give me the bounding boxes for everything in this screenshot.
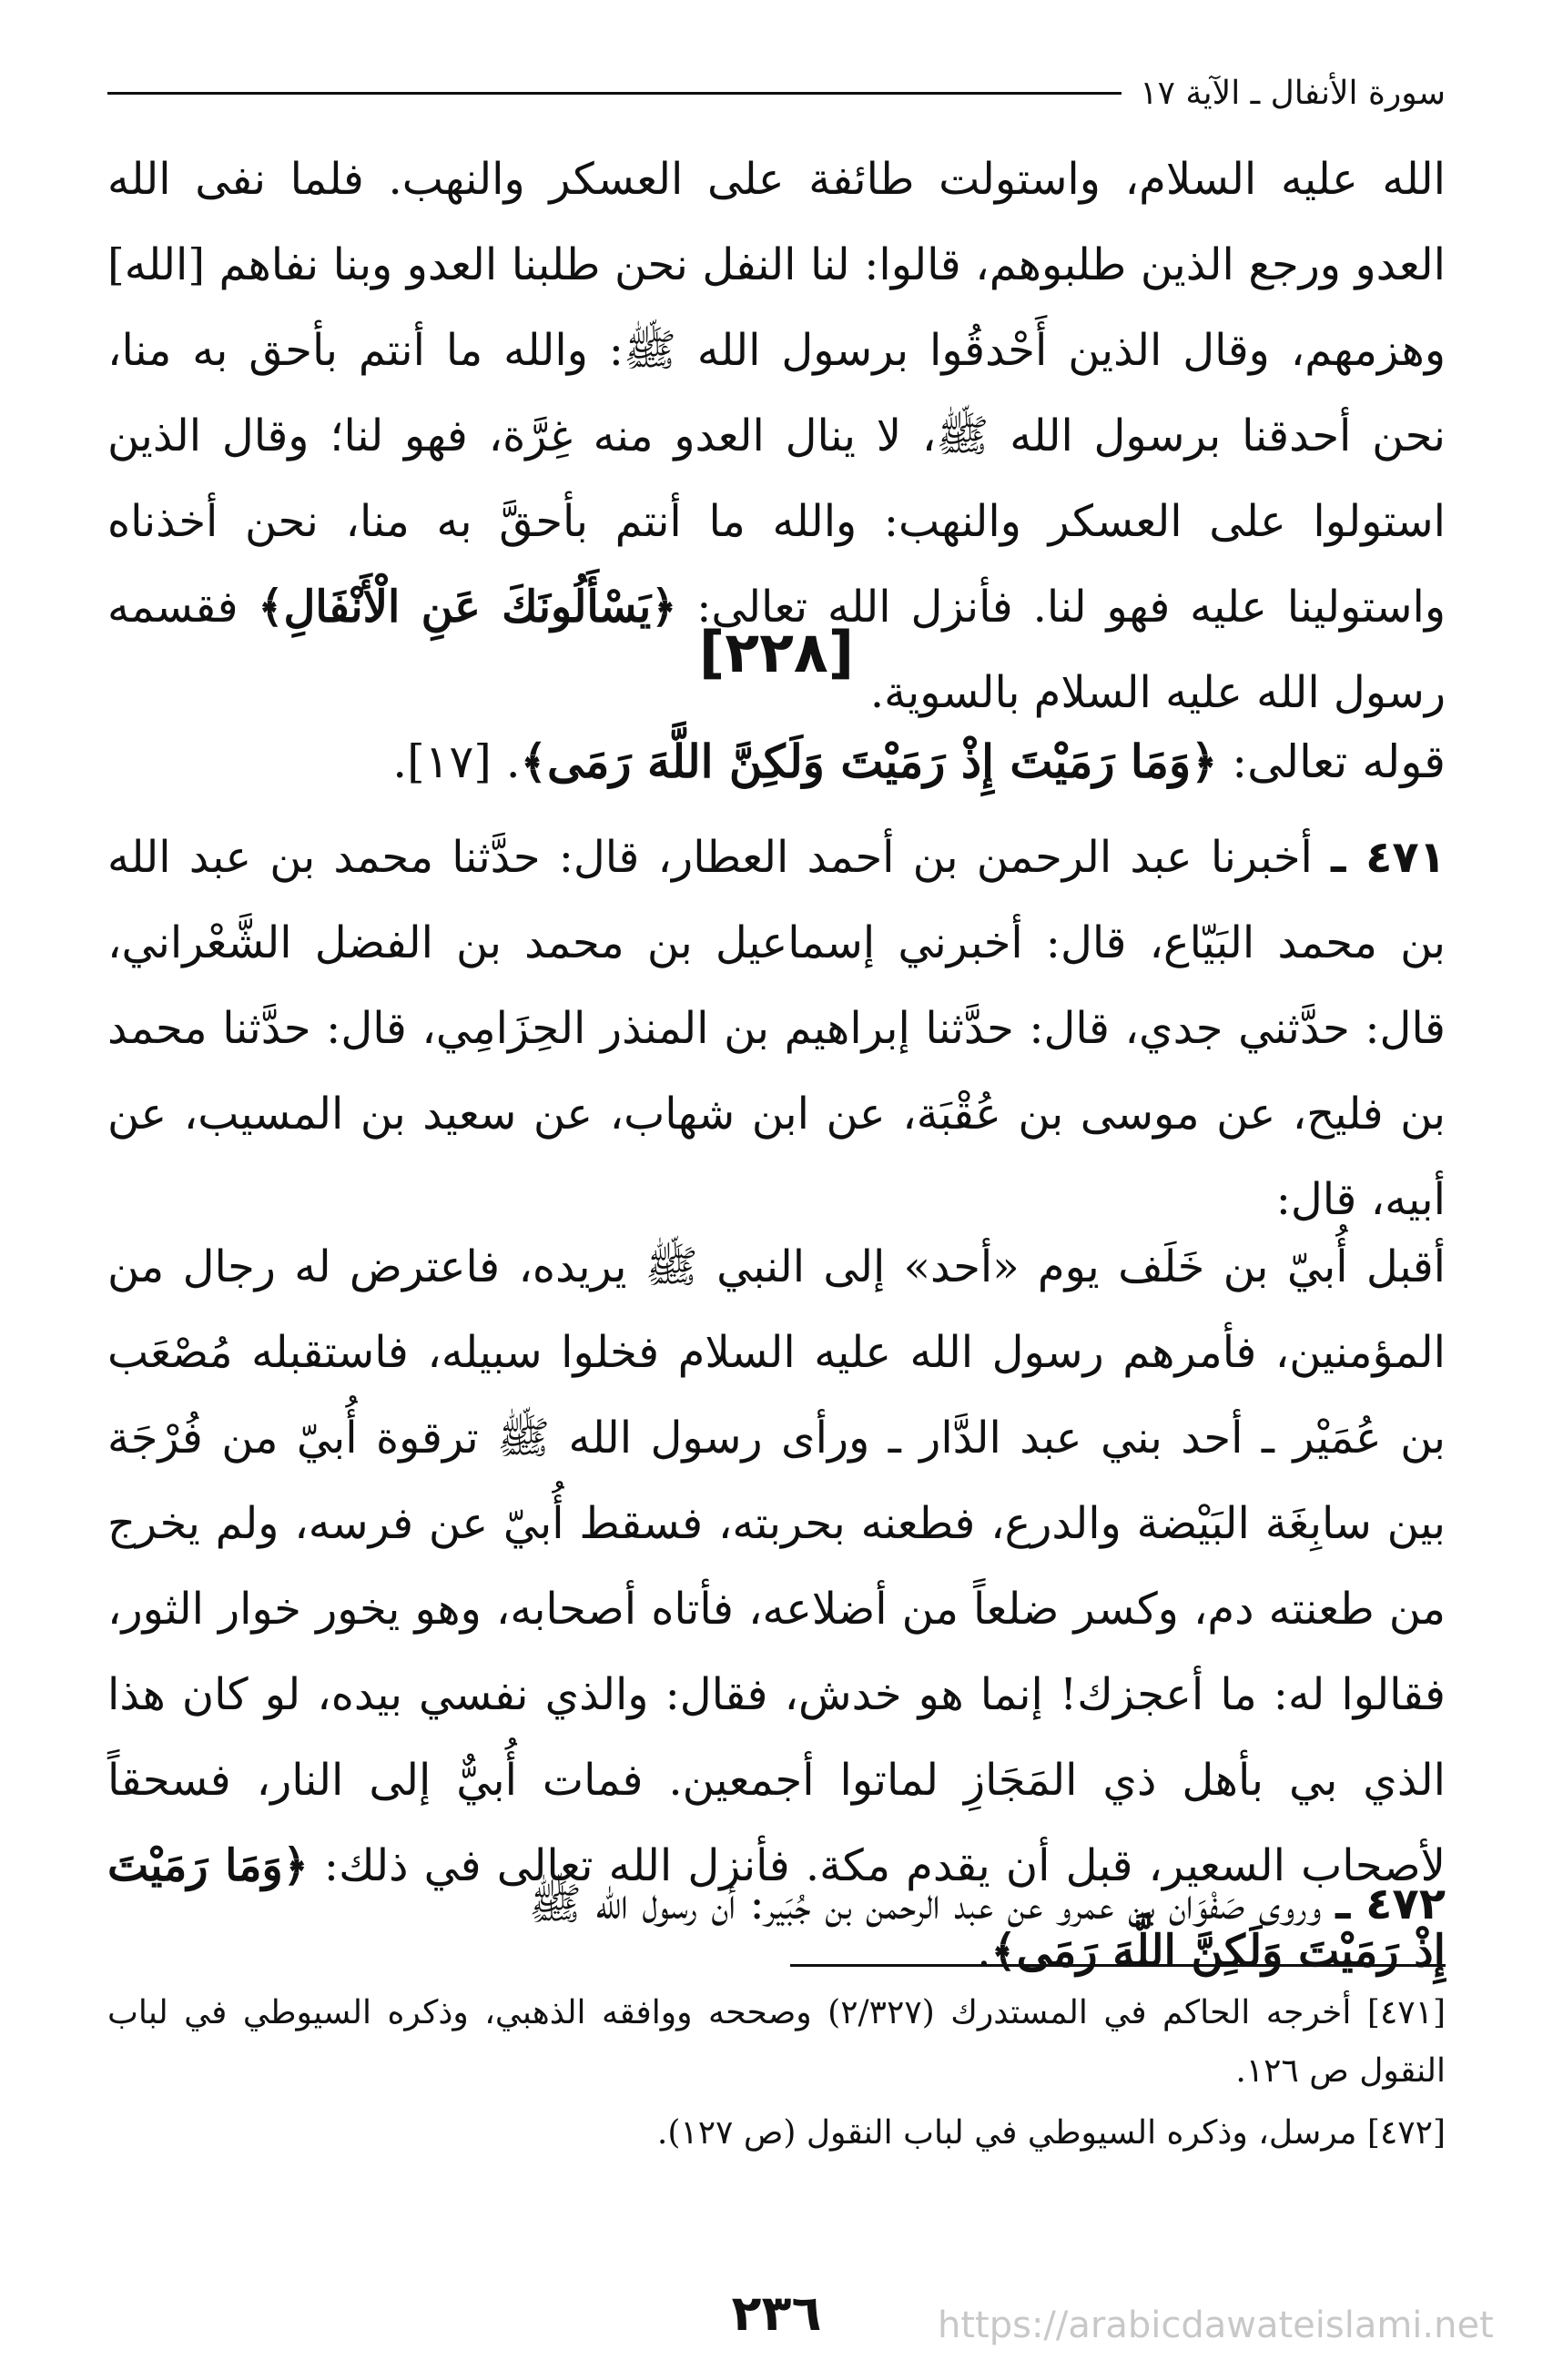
verse-intro: قوله تعالى: xyxy=(1217,735,1446,788)
footnote-divider xyxy=(790,1964,1446,1967)
isnad-paragraph xyxy=(107,815,1446,1242)
hadith-number-471: ٤٧١ ـ xyxy=(1331,832,1446,883)
hadith-472 xyxy=(107,1861,1446,1947)
verse-heading xyxy=(107,719,1446,805)
quran-verse-matn: ﴿وَمَا رَمَيْتَ إِذْ رَمَيْتَ وَلَكِنَّ اللَّهَ رَمَى﴾ xyxy=(107,1840,1446,1977)
isnad-text: أخبرنا عبد الرحمن بن أحمد العطار، قال: حدَّثنا محمد بن عبد الله بن محمد البَيّاع، قال: أخبرني إسماعيل بن محمد بن الفضل الشَّعْراني، قال: حدَّثني جدي، قال: حدَّثنا إبراهيم بن المنذر الحِزَامِي، قال: حدَّثنا محمد بن فليح، عن موسى بن عُقْبَة، عن ابن شهاب، عن سعيد بن المسيب، عن أبيه، قال: xyxy=(107,832,1446,1225)
matn-end: . xyxy=(977,1926,991,1977)
opening-text: الله عليه السلام، واستولت طائفة على العسكر والنهب. فلما نفى الله العدو ورجع الذين طلبوهم، قالوا: لنا النفل نحن طلبنا العدو وبنا نفاهم [الله] وهزمهم، وقال الذين أَحْدقُوا برسول الله ﷺ: والله ما أنتم بأحق به منا، نحن أحدقنا برسول الله ﷺ، لا ينال العدو منه غِرَّة، فهو لنا؛ وقال الذين استولوا على العسكر والنهب: والله ما أنتم بأحقَّ به منا، نحن أخذناه واستولينا عليه فهو لنا. فأنزل الله تعالى: xyxy=(107,154,1446,633)
header-rule xyxy=(107,92,1122,95)
page-number: ٢٣٦ xyxy=(731,2284,822,2342)
section-number: [٢٢٨] xyxy=(698,619,855,685)
hadith-472-paragraph xyxy=(107,1861,1446,1947)
footnote-472: [٤٧٢] مرسل، وذكره السيوطي في لباب النقول (ص ١٢٧). xyxy=(656,2114,1446,2152)
hadith-472-text: وروى صَفْوَان بن عمرو عن عبد الرحمن بن جُبَير: أن رسول الله ﷺ xyxy=(528,1879,1335,1929)
quran-quote-anfal: ﴿يَسْأَلُونَكَ عَنِ الْأَنْفَالِ﴾ xyxy=(258,582,677,633)
footnote-471: [٤٧١] أخرجه الحاكم في المستدرك (٢/٣٢٧) وصححه ووافقه الذهبي، وذكره السيوطي في لباب النقول ص ١٢٦. xyxy=(107,1994,1446,2090)
running-header xyxy=(107,66,1446,120)
hadith-number-472: ٤٧٢ ـ xyxy=(1335,1879,1446,1929)
hadith-471-isnad xyxy=(107,815,1446,1242)
opening-text-end: فقسمه رسول الله عليه السلام بالسوية. xyxy=(107,582,1446,718)
footnotes xyxy=(107,1984,1446,2162)
quran-verse: ﴿وَمَا رَمَيْتَ إِذْ رَمَيْتَ وَلَكِنَّ اللَّهَ رَمَى﴾ xyxy=(520,734,1218,788)
running-title: سورة الأنفال ـ الآية ١٧ xyxy=(1140,74,1446,112)
watermark-url: https://arabicdawateislami.net xyxy=(938,2304,1494,2346)
verse-reference: . [١٧]. xyxy=(392,735,521,788)
matn-text: أقبل أُبيّ بن خَلَف يوم «أحد» إلى النبي ﷺ يريده، فاعترض له رجال من المؤمنين، فأمرهم رسول الله عليه السلام فخلوا سبيله، فاستقبله مُصْعَب بن عُمَيْر ـ أحد بني عبد الدَّار ـ ورأى رسول الله ﷺ ترقوة أُبيّ من فُرْجَة بين سابِغَة البَيْضة والدرع، فطعنه بحربته، فسقط أُبيّ عن فرسه، ولم يخرج من طعنته دم، وكسر ضلعاً من أضلاعه، فأتاه أصحابه، وهو يخور خوار الثور، فقالوا له: ما أعجزك! إنما هو خدش، فقال: والذي نفسي بيده، لو كان هذا الذي بي بأهل ذي المَجَازِ لماتوا أجمعين. فمات أُبيٌّ إلى النار، فسحقاً لأصحاب السعير، قبل أن يقدم مكة. فأنزل الله تعالى في ذلك: xyxy=(107,1241,1446,1891)
